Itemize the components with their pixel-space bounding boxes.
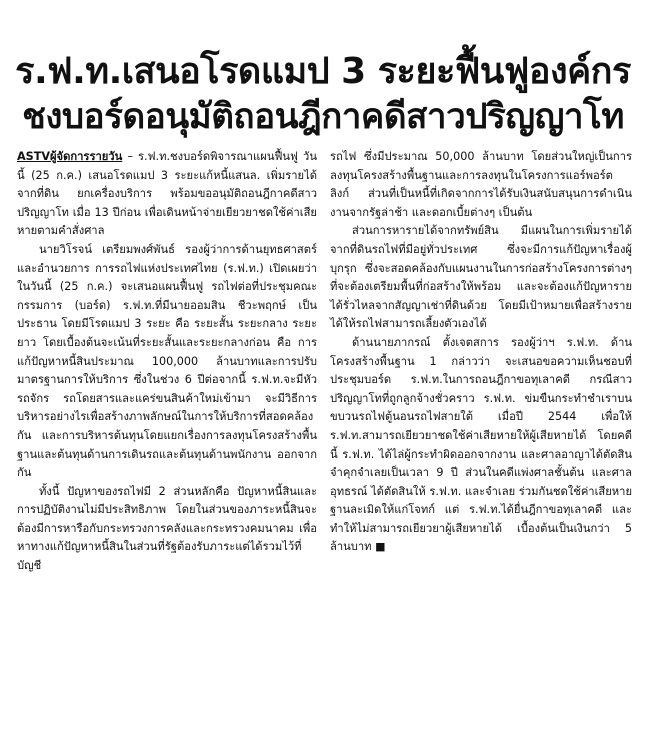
- headline-line-2: ชงบอร์ดอนุมัติถอนฎีกาคดีสาวปริญญาโท: [22, 97, 624, 137]
- article-column-left: [17, 148, 317, 576]
- article-lead-paragraph: [17, 148, 317, 241]
- article-paragraph: รถไฟ ซึ่งมีประมาณ 50,000 ล้านบาท โดยส่วนใหญ่เป็นการลงทุนโครงสร้างพื้นฐานและการลงทุนในโครงการแอร์พอร์ตลิงก์ ส่วนที่เป็นหนี้ที่เกิดจากการได้รับเงินสนับสนุนการดำเนินงานจากรัฐล่าช้า และดอกเบี้ยต่างๆ เป็นต้น: [330, 150, 632, 219]
- lead-text: – ร.ฟ.ท.ชงบอร์ดพิจารณาแผนฟื้นฟู วันนี้ (25 ก.ค.) เสนอโรดแมป 3 ระยะแก้หนี้แสนล. เพิ่มรายได้จากที่ดิน ยกเครื่องบริการ พร้อมขออนุมัติถอนฎีกาคดีสาวปริญญาโท เมื่อ 13 ปีก่อน เพื่อเดินหน้าจ่ายเยียวยาชดใช้ค่าเสียหายตามคำสั่งศาล: [17, 150, 317, 238]
- final-text: ด้านนายภากรณ์ ตั้งเจตสการ รองผู้ว่าฯ ร.ฟ.ท. ด้านโครงสร้างพื้นฐาน 1 กล่าวว่า จะเสนอขอความเห็นชอบที่ประชุมบอร์ด ร.ฟ.ท.ในการถอนฎีกาขอทุเลาคดี กรณีสาวปริญญาโทที่ถูกลูกจ้างชั่วคราว ร.ฟ.ท. ข่มขืนกระทำชำเราบนขบวนรถไฟตู้นอนรถไฟสายใต้ เมื่อปี 2544 เพื่อให้ ร.ฟ.ท.สามารถเยียวยาชดใช้ค่าเสียหายให้ผู้เสียหายได้ โดยคดีนี้ ร.ฟ.ท. ได้ไล่ผู้กระทำผิดออกจากงาน และศาลอาญาได้ตัดสินจำคุกจำเลยเป็นเวลา 9 ปี ส่วนในคดีแพ่งศาลชั้นต้น และศาลอุทธรณ์ ได้ตัดสินให้ ร.ฟ.ท. และจำเลย ร่วมกันชดใช้ค่าเสียหายฐานละเมิดให้แก่โจทก์ แต่ ร.ฟ.ท.ได้ยื่นฎีกาขอทุเลาคดี และทำให้ไม่สามารถเยียวยาผู้เสียหายได้ เบื้องต้นเป็นเงินกว่า 5 ล้านบาท: [330, 335, 632, 554]
- article-paragraph-final: [330, 334, 632, 557]
- end-of-article-mark: ■: [375, 540, 386, 554]
- article-paragraph: นายวิโรจน์ เตรียมพงศ์พันธ์ รองผู้ว่าการด้านยุทธศาสตร์และอำนวยการ การรถไฟแห่งประเทศไทย (ร.ฟ.ท.) เปิดเผยว่า ในวันนี้ (25 ก.ค.) จะเสนอแผนฟื้นฟู รถไฟต่อที่ประชุมคณะกรรมการ (บอร์ด) ร.ฟ.ท.ที่มีนายออมสิน ชีวะพฤกษ์ เป็นประธาน โดยมีโรดแมป 3 ระยะ คือ ระยะสั้น ระยะกลาง ระยะยาว โดยเบื้องต้นจะเน้นที่ระยะสั้นและระยะกลางก่อน คือ การแก้ปัญหาหนี้สินประมาณ 100,000 ล้านบาทและการปรับมาตรฐานการให้บริการ ซึ่งในช่วง 6 ปีต่อจากนี้ ร.ฟ.ท.จะมีหัวรถจักร รถโดยสารและแคร่ขนสินค้าใหม่เข้ามา จะมีวิธีการบริหารอย่างไรเพื่อสร้างภาพลักษณ์ในการให้บริการที่สอดคล้องกัน และการบริหารต้นทุนโดยแยกเรื่องการลงทุนโครงสร้างพื้นฐานและต้นทุนด้านการเดินรถและต้นทุนด้านพนักงาน ออกจากกัน: [17, 242, 317, 480]
- byline: ASTVผู้จัดการรายวัน: [17, 150, 123, 163]
- article-column-right: [330, 148, 632, 557]
- article-paragraph: ส่วนการหารายได้จากทรัพย์สิน มีแผนในการเพิ่มรายได้จากที่ดินรถไฟที่มีอยู่ทั่วประเทศ ซึ่งจะมีการแก้ปัญหาเรื่องผู้บุกรุก ซึ่งจะสอดคล้องกับแผนงานในการก่อสร้างโครงการต่างๆ ที่จะต้องเตรียมพื้นที่ก่อสร้างให้พร้อม และจะต้องแก้ปัญหารายได้รั่วไหลจากสัญญาเช่าที่ดินด้วย โดยมีเป้าหมายเพื่อสร้างรายได้ให้รถไฟสามารถเลี้ยงตัวเองได้: [330, 224, 632, 331]
- article-paragraph: ทั้งนี้ ปัญหาของรถไฟมี 2 ส่วนหลักคือ ปัญหาหนี้สินและการปฏิบัติงานไม่มีประสิทธิภาพ โดยในส่วนของภาระหนี้สินจะต้องมีการหารือกับกระทรวงการคลังและกระทรวงคมนาคม เพื่อหาทางแก้ปัญหาหนี้สินในส่วนที่รัฐต้องรับภาระแต่ได้รวมไว้ที่บัญชี: [17, 484, 317, 573]
- headline-line-1: ร.ฟ.ท.เสนอโรดแมป 3 ระยะฟื้นฟูองค์กร: [15, 51, 631, 92]
